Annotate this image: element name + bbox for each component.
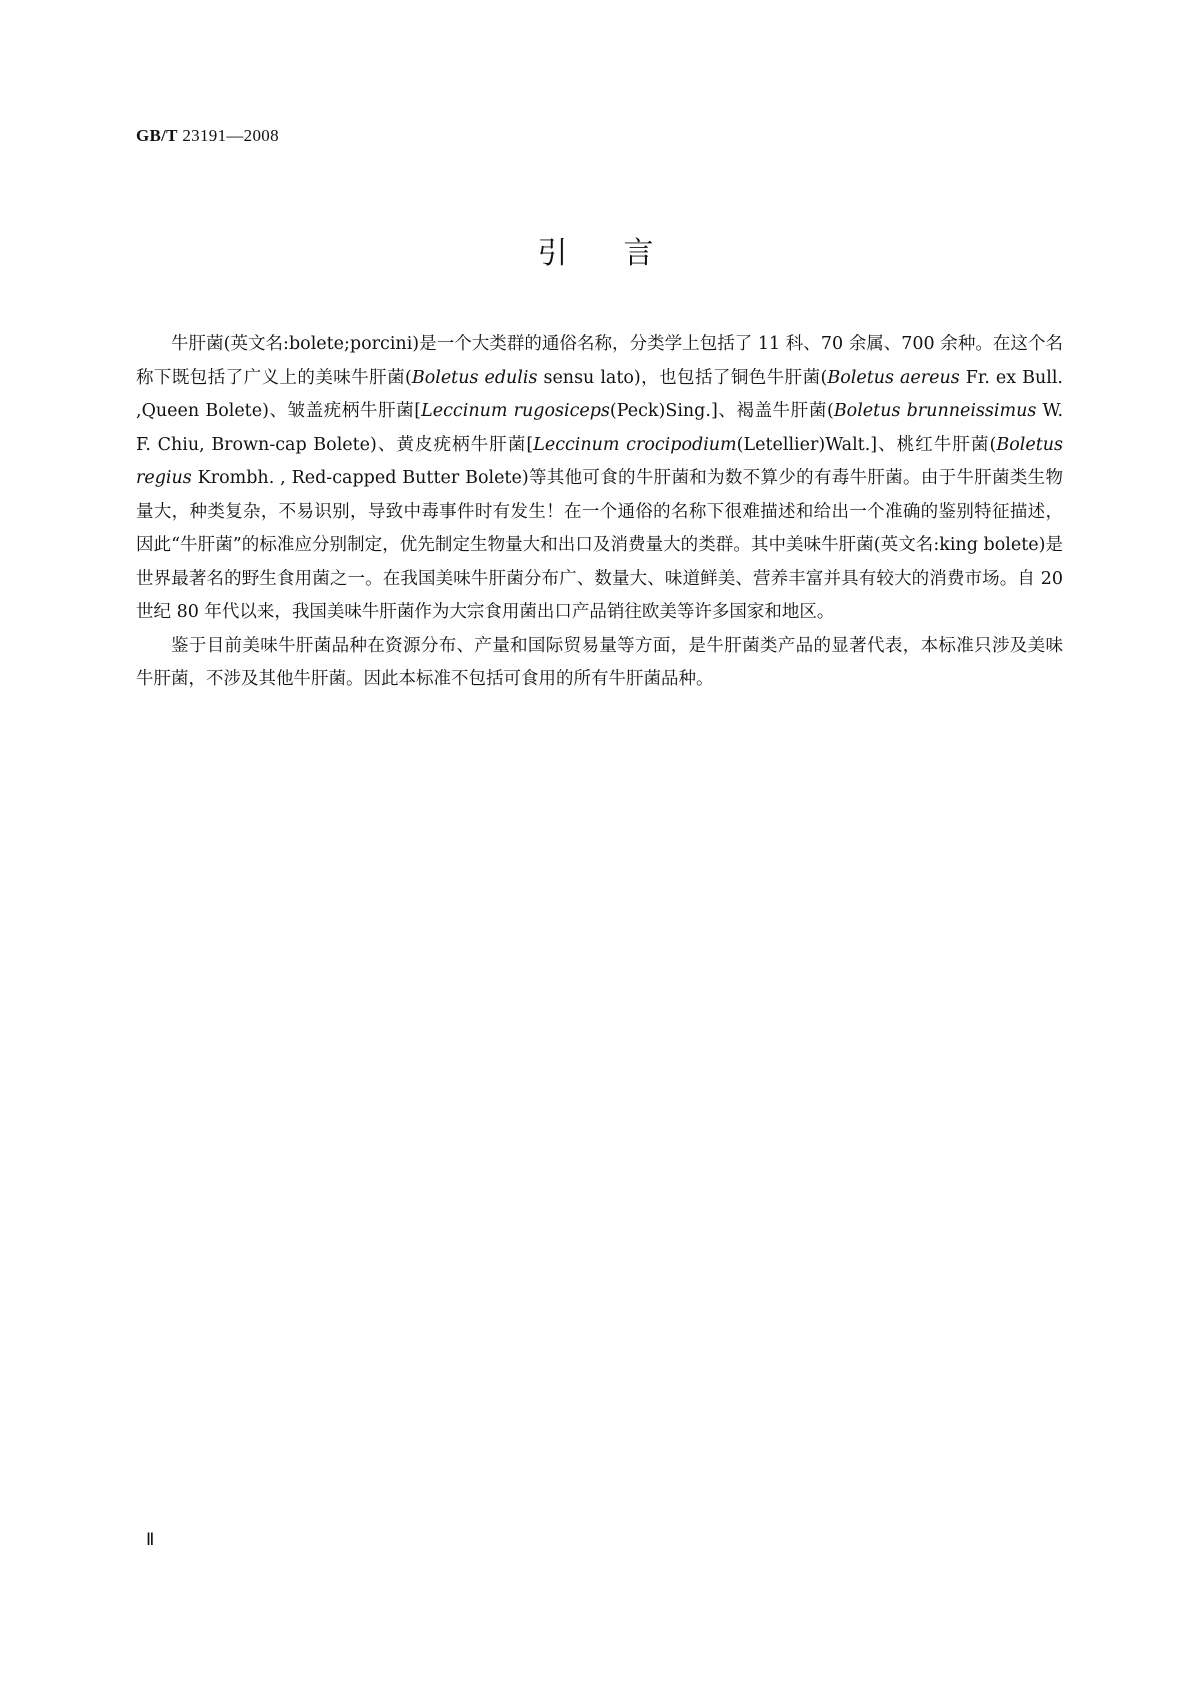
paragraph-text: W. F. Chiu, Brown-cap Bolete)、黄皮疣柄牛肝菌[ [136, 401, 1064, 455]
paragraph-text: 鉴于目前美味牛肝菌品种在资源分布、产量和国际贸易量等方面，是牛肝菌类产品的显著代表，本标准只涉及美味牛肝菌，不涉及其他牛肝菌。因此本标准不包括可食用的所有牛肝菌品种。 [136, 635, 1063, 689]
species-name: Leccinum crocipodium [533, 434, 737, 455]
paragraph [136, 630, 1063, 697]
document-code [136, 126, 279, 146]
document-body [136, 328, 1064, 697]
paragraph-text: (Peck)Sing.]、褐盖牛肝菌( [609, 401, 834, 421]
paragraph-text: 牛肝菌(英文名:bolete;porcini)是一个大类群的通俗名称，分类学上包括了 11 科、70 余属、700 余种。在这个名称下既包括了广义上的美味牛肝菌( [136, 334, 1063, 388]
species-name: Boletus aereus [827, 367, 960, 388]
paragraph [136, 328, 1063, 630]
page-number: Ⅱ [146, 1530, 155, 1549]
paragraph-text: (Letellier)Walt.]、桃红牛肝菌( [736, 434, 997, 455]
document-code-number: 23191—2008 [177, 126, 279, 145]
species-name: Boletus regius [136, 434, 1063, 488]
paragraph-text: Krombh. , Red-capped Butter Bolete)等其他可食的牛肝菌和为数不算少的有毒牛肝菌。由于牛肝菌类生物量大，种类复杂，不易识别，导致中毒事件时有发生！在一个通俗的名称下很难描述和给出一个准确的鉴别特征描述，因此“牛肝菌”的标准应分别制定，优先制定生物量大和出口及消费量大的类群。其中美味牛肝菌(英文名:king bolete)是世界最著名的野生食用菌之一。在我国美味牛肝菌分布广、数量大、味道鲜美、营养丰富并具有较大的消费市场。自 20 世纪 80 年代以来，我国美味牛肝菌作为大宗食用菌出口产品销往欧美等许多国家和地区。 [136, 468, 1063, 622]
paragraph-text: Fr. ex Bull. ,Queen Bolete)、皱盖疣柄牛肝菌[ [136, 367, 1063, 421]
page-title: 引言 [537, 236, 710, 271]
paragraph-text: sensu lato)，也包括了铜色牛肝菌( [537, 367, 828, 388]
species-name: Boletus brunneissimus [833, 401, 1037, 421]
species-name: Boletus edulis [411, 367, 538, 388]
document-code-prefix: GB/T [136, 126, 178, 145]
species-name: Leccinum rugosiceps [421, 401, 610, 421]
